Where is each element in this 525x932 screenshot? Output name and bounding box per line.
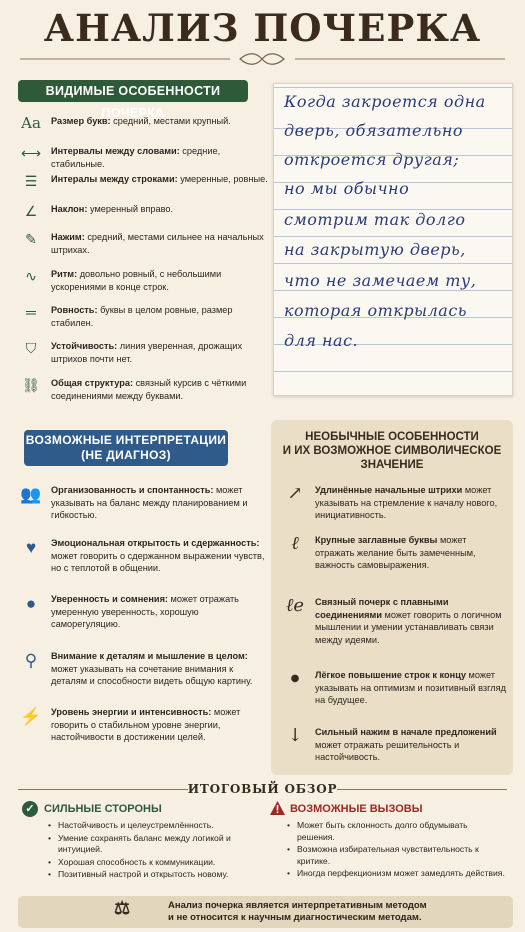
unusual-item: ● Лёгкое повышение строк к концу может указывать на оптимизм и позитивный взгляд на будущее. <box>285 669 507 707</box>
handwriting-line: для нас. <box>284 331 359 350</box>
handwriting-line: смотрим так долго <box>284 210 466 229</box>
summary-heading: ИТОГОВЫЙ ОБЗОР <box>187 782 338 796</box>
scales-icon: ⚖ <box>114 898 131 918</box>
feature-item: ☰ Интералы между строками: умеренные, ровные. <box>20 173 275 186</box>
feature-item: ∠ Наклон: умеренный вправо. <box>20 203 275 216</box>
strengths-list <box>48 820 258 882</box>
heart-icon: ♥ <box>25 538 37 557</box>
list-item: • Хорошая способность к коммуникации. <box>48 857 258 869</box>
capital-letter-icon: ℓ <box>291 533 299 554</box>
people-icon: 👥 <box>20 485 42 504</box>
interpretation-item: ● Уверенность и сомнения: может отражать умеренную уверенность, хорошую саморегуляцию. <box>20 593 265 631</box>
list-item: • Может быть склонность долго обдумывать решения. <box>287 820 507 843</box>
unusual-item: ℓe Связный почерк с плавными соединениями может говорить о логичном мышлении и умении устанавливать связи между идеями. <box>285 595 502 645</box>
feature-item: ═ Ровность: буквы в целом ровные, размер стабилен. <box>20 304 275 329</box>
handwriting-line: на закрытую дверь, <box>284 240 466 259</box>
handwriting-sample <box>273 83 513 396</box>
dot-icon: ● <box>290 673 300 684</box>
list-item: • Умение сохранять баланс между логикой и интуицией. <box>48 833 258 856</box>
pressure-arrow-icon: ↓ <box>287 725 303 746</box>
interpretation-item: ⚲ Внимание к деталям и мышление в целом: может указывать на сочетание внимания к деталям и способности видеть общую картину. <box>20 650 265 688</box>
feature-item: Aa Размер букв: средний, местами крупный. <box>21 114 231 132</box>
interpretation-item: ♥ Эмоциональная открытость и сдержанность: может говорить о сдержанном выражении чувств, но с теплотой в общении. <box>20 537 265 575</box>
handwriting-line: но мы обычно <box>284 179 410 198</box>
feature-item: ⟷ Интервалы между словами: средние, стабильные. <box>20 145 221 169</box>
list-item: • Позитивный настрой и открытость новому. <box>48 869 258 881</box>
slant-icon: ∠ <box>24 203 38 219</box>
list-item: • Настойчивость и целеустремлённость. <box>48 820 258 832</box>
title-ornament <box>0 52 525 66</box>
word-spacing-icon: ⟷ <box>20 145 42 161</box>
unusual-features-heading: НЕОБЫЧНЫЕ ОСОБЕННОСТИ И ИХ ВОЗМОЖНОЕ СИМВОЛИЧЕСКОЕ ЗНАЧЕНИЕ <box>282 431 502 471</box>
strengths-title: СИЛЬНЫЕ СТОРОНЫ <box>44 803 162 815</box>
handwriting-line: откроется другая; <box>284 150 460 169</box>
visible-features-heading: ВИДИМЫЕ ОСОБЕННОСТИ ПОЧЕРКА <box>18 80 248 102</box>
feature-item: ∿ Ритм: довольно ровный, с небольшими ускорениями в конце строк. <box>20 268 275 293</box>
feature-item: ✎ Нажим: средний, местами сильнее на начальных штрихах. <box>20 231 275 256</box>
warning-icon <box>269 800 286 816</box>
link-icon: ⛓ <box>22 377 40 393</box>
evenness-icon: ═ <box>26 304 36 320</box>
list-item: • Возможна избирательная чувствительность к критике. <box>287 844 507 867</box>
handwriting-line: Когда закроется одна <box>284 92 486 111</box>
pen-icon: ✎ <box>25 231 37 247</box>
challenges-title: ВОЗМОЖНЫЕ ВЫЗОВЫ <box>290 803 423 815</box>
handwriting-line: которая открылась <box>284 301 467 320</box>
interpretation-item: ⚡ Уровень энергии и интенсивность: может говорить о стабильном уровне энергии, настойчивости в достижении целей. <box>20 707 241 742</box>
shield-check-icon: ⛉ <box>25 340 37 356</box>
magnifier-icon: ⚲ <box>24 651 38 670</box>
text-size-icon: Aa <box>21 114 41 132</box>
handwriting-line: что не замечаем ту, <box>284 271 477 290</box>
feature-item: ⛉ Устойчивость: линия уверенная, дрожащих штрихов почти нет. <box>20 340 275 365</box>
interpretations-heading: ВОЗМОЖНЫЕ ИНТЕРПРЕТАЦИИ (НЕ ДИАГНОЗ) <box>24 430 228 466</box>
feature-item: ⛓ Общая структура: связный курсив с чёткими соединениями между буквами. <box>20 377 275 402</box>
handwriting-line: дверь, обязательно <box>284 121 464 140</box>
list-item: • Иногда перфекционизм может замедлять действия. <box>287 868 507 880</box>
upstroke-arrow-icon: ↗ <box>287 483 303 504</box>
interpretation-item: 👥 Организованность и спонтанность: может указывать на баланс между планированием и гибкостью. <box>20 485 248 520</box>
unusual-features-panel <box>271 420 513 775</box>
person-icon: ● <box>25 594 37 613</box>
check-icon: ✓ <box>22 801 38 817</box>
challenges-list <box>287 820 507 881</box>
unusual-item: ↓ Сильный нажим в начале предложений может отражать решительность и настойчивость. <box>285 726 507 764</box>
page-title: АНАЛИЗ ПОЧЕРКА <box>43 6 482 50</box>
line-spacing-icon: ☰ <box>24 173 38 189</box>
disclaimer-line: Анализ почерка является интерпретативным методом <box>168 900 427 911</box>
rhythm-icon: ∿ <box>25 268 37 284</box>
lightning-icon: ⚡ <box>20 707 42 726</box>
cursive-loop-icon: ℓe <box>285 595 305 616</box>
disclaimer-banner <box>18 896 513 928</box>
unusual-item: ↗ Удлинённые начальные штрихи может указывать на стремление к началу нового, инициативность. <box>285 484 507 522</box>
disclaimer-line: и не относится к научным диагностическим методам. <box>168 912 422 923</box>
unusual-item: ℓ Крупные заглавные буквы может отражать желание быть замеченным, важность самовыражения. <box>285 534 507 572</box>
